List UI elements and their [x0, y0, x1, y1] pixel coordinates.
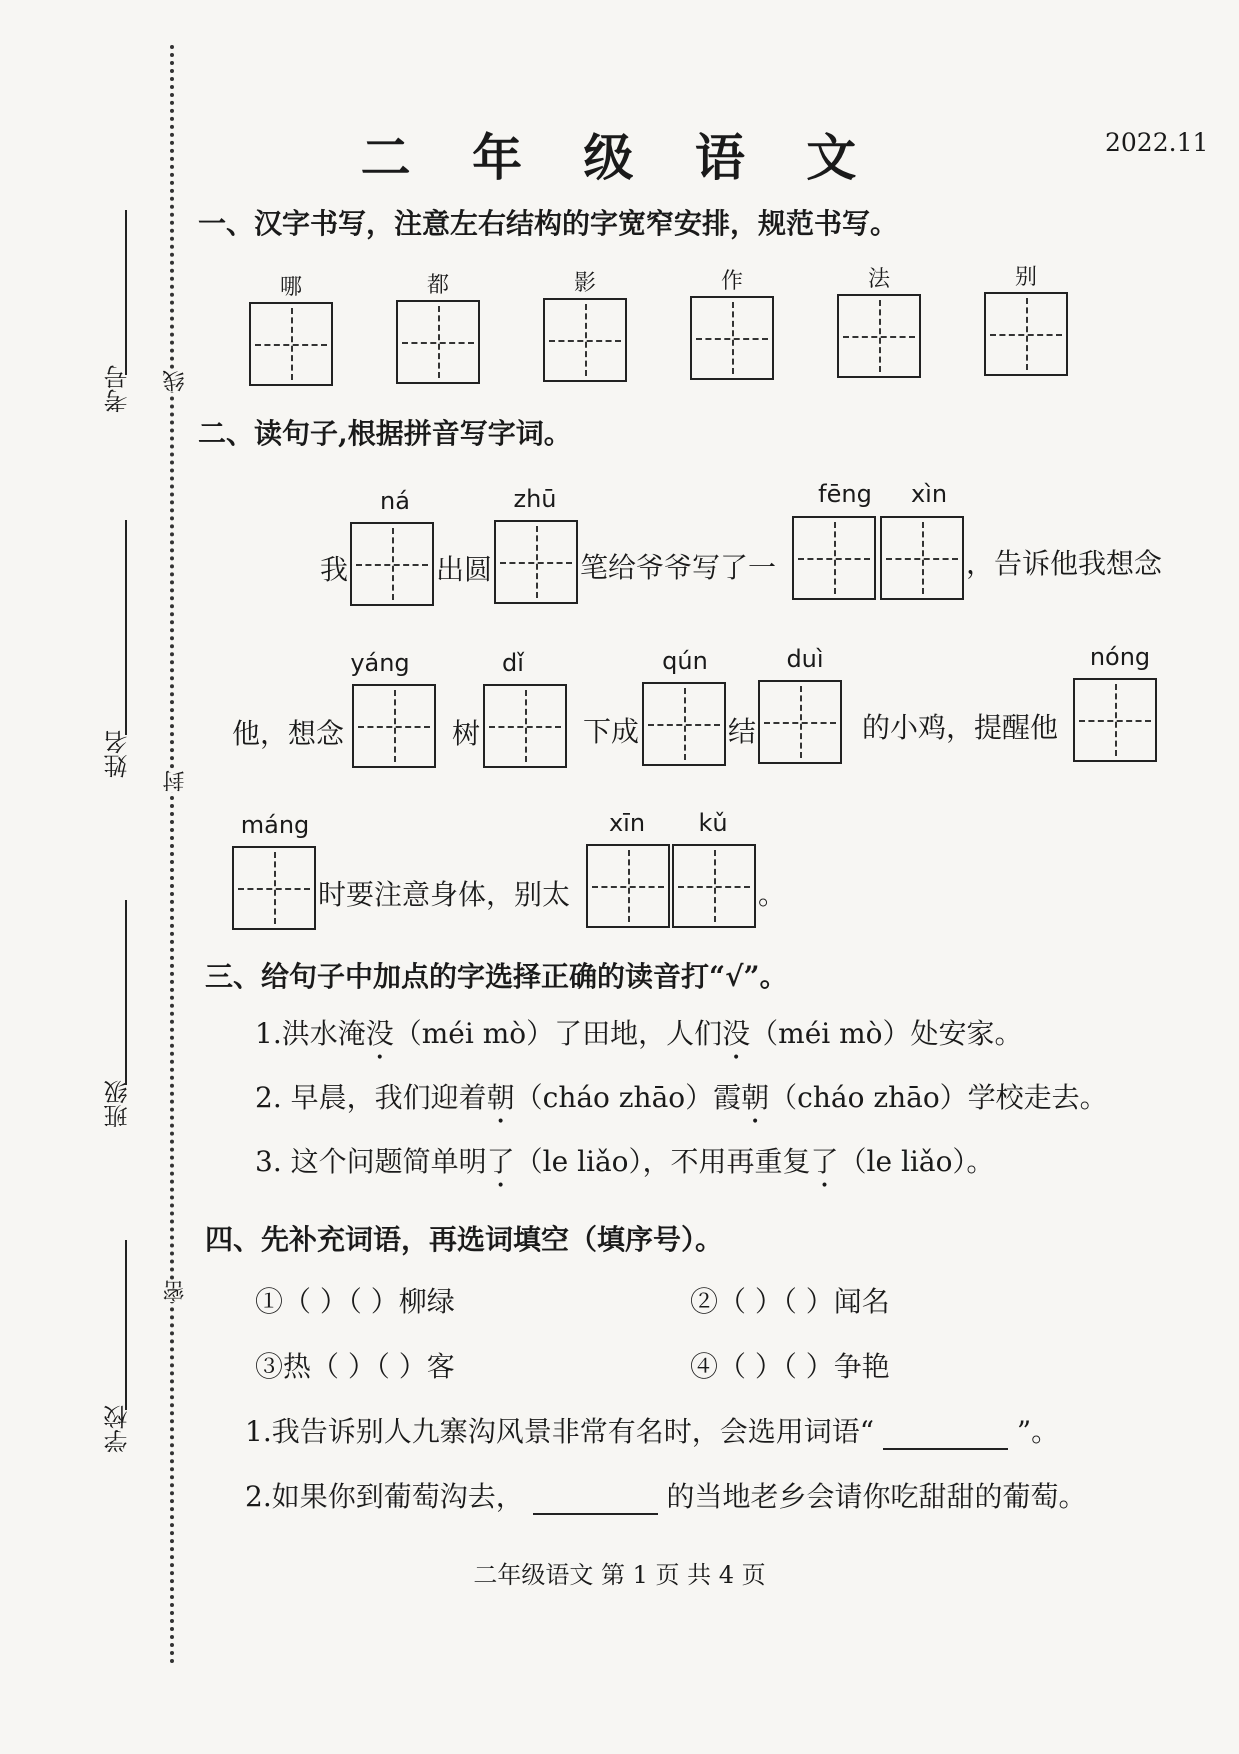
char-label: 哪 — [279, 275, 302, 300]
question-2: 2. 早晨，我们迎着朝（cháo zhāo）霞朝（cháo zhāo）学校走去。 — [255, 1081, 1108, 1114]
school-field[interactable] — [125, 1240, 127, 1410]
answer-grid[interactable] — [483, 684, 567, 768]
section1-heading: 一、汉字书写，注意左右结构的字宽窄安排，规范书写。 — [198, 207, 899, 240]
label-school: 学校 — [104, 1405, 132, 1453]
fill-question-1: 1.我告诉别人九寨沟风景非常有名时，会选用词语“ ”。 — [245, 1415, 1060, 1448]
char-label: 别 — [1014, 265, 1037, 290]
sentence-text: 我 — [320, 553, 349, 586]
pinyin: yáng — [350, 649, 410, 677]
sentence-text: 时要注意身体，别太 — [318, 878, 571, 911]
sentence-text: 笔给爷爷写了一 — [580, 551, 777, 584]
label-class: 班级 — [104, 1080, 132, 1128]
exam-number-field[interactable] — [125, 210, 127, 375]
word-item[interactable]: ④（ ）（ ）争艳 — [690, 1350, 890, 1383]
dotted-char: 朝 — [741, 1081, 770, 1114]
exam-date: 2022.11 — [1105, 128, 1209, 157]
char-label: 法 — [867, 267, 890, 292]
answer-grid[interactable] — [792, 516, 876, 600]
writing-grid[interactable] — [690, 296, 774, 380]
answer-grid[interactable] — [494, 520, 578, 604]
fill-blank[interactable] — [883, 1422, 1008, 1450]
dotted-char: 没 — [722, 1017, 751, 1050]
section3-heading: 三、给句子中加点的字选择正确的读音打“√”。 — [205, 960, 788, 993]
word-item[interactable]: ③热（ ）（ ）客 — [255, 1350, 455, 1383]
seal-word-mi: 密 — [160, 1280, 191, 1302]
dotted-char: 没 — [365, 1017, 394, 1050]
pinyin: fēng — [818, 480, 872, 508]
sentence-text: ，告诉他我想念 — [966, 547, 1163, 580]
pronunciation-choice[interactable]: （cháo zhāo）霞 — [514, 1081, 742, 1114]
name-field[interactable] — [125, 520, 127, 735]
sentence-text: 出圆 — [436, 553, 493, 586]
answer-grid[interactable] — [586, 844, 670, 928]
binding-dotted-line — [170, 45, 174, 1665]
answer-grid[interactable] — [880, 516, 964, 600]
word-item[interactable]: ②（ ）（ ）闻名 — [690, 1285, 890, 1318]
sentence-text: 。 — [758, 878, 787, 911]
pinyin: xīn — [608, 809, 646, 837]
answer-grid[interactable] — [672, 844, 756, 928]
sentence-text: 下成 — [583, 715, 640, 748]
writing-grid[interactable] — [984, 292, 1068, 376]
answer-grid[interactable] — [350, 522, 434, 606]
question-1: 1.洪水淹没（méi mò）了田地，人们没（méi mò）处安家。 — [255, 1017, 1023, 1050]
label-exam-number: 考号 — [104, 365, 132, 413]
answer-grid[interactable] — [642, 682, 726, 766]
writing-grid[interactable] — [543, 298, 627, 382]
answer-grid[interactable] — [232, 846, 316, 930]
fill-blank[interactable] — [533, 1487, 658, 1515]
sentence-text: 结 — [728, 715, 757, 748]
page-title: 二 年 级 语 文 — [360, 128, 879, 187]
pronunciation-choice[interactable]: （le liǎo）。 — [838, 1145, 995, 1178]
seal-word-xian: 线 — [160, 370, 191, 392]
pinyin: nóng — [1089, 643, 1151, 671]
section2-heading: 二、读句子,根据拼音写字词。 — [198, 417, 572, 450]
sentence-text: 的小鸡，提醒他 — [862, 711, 1059, 744]
writing-grid[interactable] — [396, 300, 480, 384]
seal-word-feng: 封 — [160, 770, 191, 792]
writing-grid[interactable] — [249, 302, 333, 386]
pinyin: máng — [240, 811, 310, 839]
dotted-char: 了 — [486, 1145, 515, 1178]
label-name: 姓名 — [104, 730, 132, 778]
writing-grid[interactable] — [837, 294, 921, 378]
section4-heading: 四、先补充词语，再选词填空（填序号）。 — [205, 1223, 724, 1256]
page-footer: 二年级语文 第 1 页 共 4 页 — [473, 1561, 766, 1589]
pinyin: duì — [786, 645, 824, 673]
pronunciation-choice[interactable]: （cháo zhāo）学校走去。 — [769, 1081, 1108, 1114]
fill-question-2: 2.如果你到葡萄沟去， 的当地老乡会请你吃甜甜的葡萄。 — [245, 1480, 1087, 1513]
class-field[interactable] — [125, 900, 127, 1085]
char-label: 作 — [720, 269, 743, 294]
word-item[interactable]: ①（ ）（ ）柳绿 — [255, 1285, 455, 1318]
answer-grid[interactable] — [758, 680, 842, 764]
pronunciation-choice[interactable]: （le liǎo），不用再重复 — [514, 1145, 811, 1178]
pronunciation-choice[interactable]: （méi mò）处安家。 — [750, 1017, 1023, 1050]
pinyin: zhū — [513, 485, 557, 513]
question-3: 3. 这个问题简单明了（le liǎo），不用再重复了（le liǎo）。 — [255, 1145, 995, 1178]
sentence-text: 树 — [452, 717, 481, 750]
char-label: 都 — [426, 273, 449, 298]
dotted-char: 了 — [810, 1145, 839, 1178]
sentence-text: 他，想念 — [232, 717, 345, 750]
answer-grid[interactable] — [1073, 678, 1157, 762]
pronunciation-choice[interactable]: （méi mò）了田地，人们 — [393, 1017, 723, 1050]
pinyin: qún — [662, 647, 708, 675]
pinyin: ná — [380, 487, 410, 515]
pinyin: xìn — [910, 480, 948, 508]
char-label: 影 — [573, 271, 596, 296]
pinyin: dǐ — [502, 649, 524, 677]
pinyin: kǔ — [698, 809, 728, 837]
answer-grid[interactable] — [352, 684, 436, 768]
dotted-char: 朝 — [486, 1081, 515, 1114]
